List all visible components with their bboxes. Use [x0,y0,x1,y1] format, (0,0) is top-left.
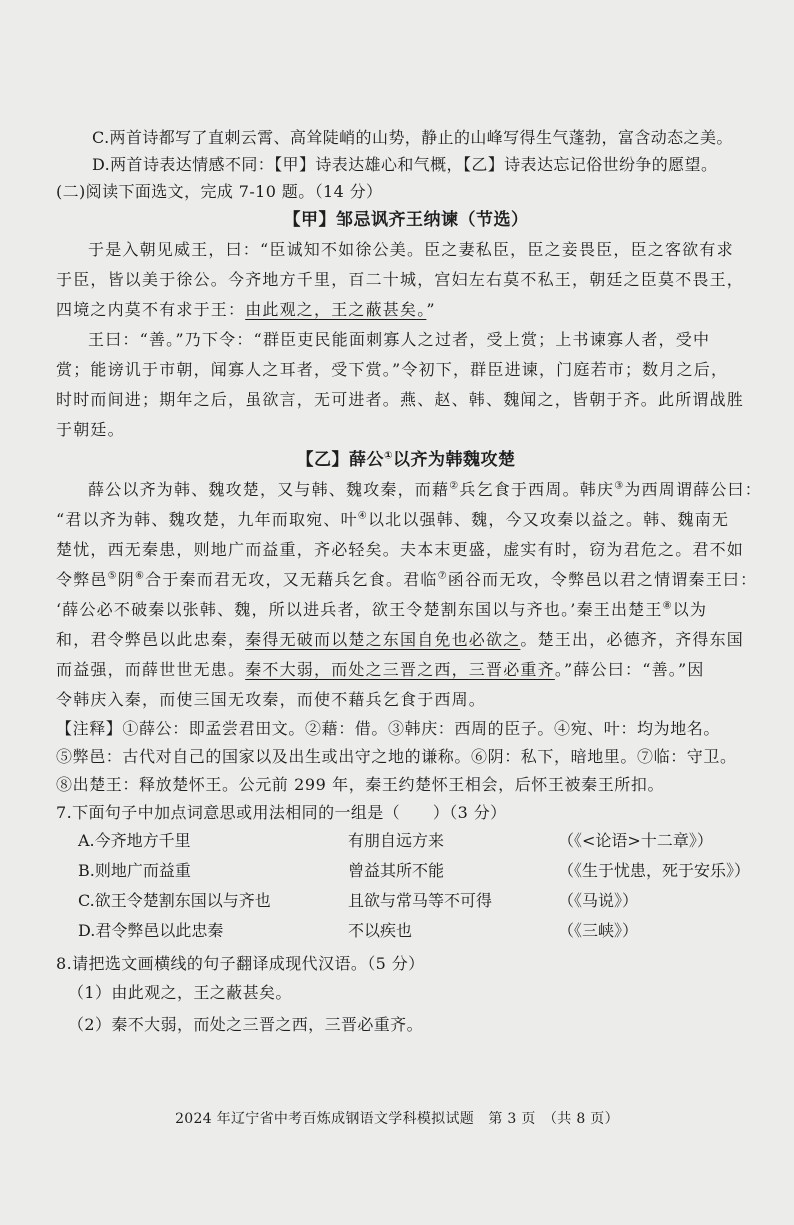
option-compare: 有朋自远方来 [348,831,445,850]
question-8-stem: 8.请把选文画横线的句子翻译成现代汉语。（5 分） [56,954,425,973]
yi-title-text: 【乙】薛公 [296,450,385,470]
jia-line: 于臣，皆以美于徐公。今齐地方千里，百二十城，宫妇左右莫不私王，朝廷之臣莫不畏王， [56,270,745,289]
option-compare: 不以疾也 [348,921,413,940]
yi-text: 令弊邑 [56,570,108,589]
jia-text: 四境之内莫不有求于王： [56,300,246,319]
yi-line [56,505,756,535]
footnote-mark: ⑧ [662,600,673,612]
question-7-option [56,826,756,856]
yi-text: 合于秦而君无攻，又无藉兵乞食。君临 [145,570,438,589]
footnote-mark: ③ [614,480,625,492]
question-8-sentence: （2）秦不大弱，而处之三晋之西，三晋必重齐。 [68,1015,423,1034]
jia-line [56,295,756,325]
yi-text: ‘薛公必不破秦以张韩、魏，所以进兵者，欲王令楚割东国以与齐也。’秦王出楚王 [56,600,663,619]
annotation-line: ⑧出楚王：释放楚怀王。公元前 299 年，秦王约楚怀王相会，后怀王被秦王所扣。 [56,775,665,794]
question-8-sentence: （1）由此观之，王之蔽甚矣。 [68,983,292,1002]
yi-text: 以北以强韩、魏，今又攻秦以益之。韩、魏南无 [367,510,730,529]
page-content [56,124,762,1041]
question-7-option [56,886,756,916]
yi-text: “君以齐为韩、魏攻楚，九年而取宛、叶 [56,510,358,529]
option-d: D.两首诗表达情感不同：【甲】诗表达雄心和气概，【乙】诗表达忘记俗世纷争的愿望。 [92,155,718,174]
footnote-mark: ④ [357,510,368,522]
jia-line: 赏；能谤讥于市朝，闻寡人之耳者，受下赏。”令初下，群臣进谏，门庭若市；数月之后， [56,360,729,379]
yi-text: 为西周谓薛公曰： [624,480,762,499]
underlined-sentence: 秦不大弱，而处之三晋之西，三晋必重齐 [245,660,555,679]
annotation-line: 【注释】①薛公：即孟尝君田文。②藉：借。③韩庆：西周的臣子。④宛、叶：均为地名。 [56,719,721,738]
yi-text: 以为 [672,600,708,619]
yi-text: 薛公以齐为韩、魏攻楚，又与韩、魏攻秦，而藉 [88,480,450,499]
option-source: （《马说》） [558,891,639,910]
option-source: （《生于忧患，死于安乐》） [558,861,751,880]
yi-line: 楚忧，西无秦患，则地广而益重，齐必轻矣。夫本末更盛，虚实有时，窃为君危之。君不如 [56,540,745,559]
footnote-mark: ⑥ [134,570,146,582]
yi-line [56,595,756,625]
underlined-sentence: 由此观之，王之蔽甚矣。 [245,300,427,319]
yi-text: 而益强，而薛世世无患。 [56,660,246,679]
yi-text: 。楚王出，必德齐，齐得东国 [520,630,745,649]
option-c: C.两首诗都写了直刺云霄、高耸陡峭的山势，静止的山峰写得生气蓬勃，富含动态之美。 [92,128,733,147]
yi-line [56,565,756,595]
question-7-option [56,856,756,886]
option-sentence: A.今齐地方千里 [78,831,191,850]
jia-line: 于朝廷。 [56,420,125,439]
yi-text: 。”薛公曰：“善。”因 [554,660,705,679]
section-heading: (二)阅读下面选文，完成 7-10 题。（14 分） [56,182,383,201]
option-source: （《三峡》） [558,921,639,940]
option-sentence: D.君令弊邑以此忠秦 [78,921,224,940]
yi-text: 兵乞食于西周。韩庆 [459,480,615,499]
option-compare: 且欲与常马等不可得 [348,891,493,910]
yi-title-text: 以齐为韩魏攻楚 [392,450,516,470]
jia-line: 时时而间进；期年之后，虽欲言，无可进者。燕、赵、韩、魏闻之，皆朝于齐。此所谓战胜 [56,390,745,409]
option-source: （《<论语>十二章》） [558,831,713,850]
footnote-mark: ⑦ [437,570,448,582]
jia-text: ” [426,300,436,319]
option-compare: 曾益其所不能 [348,861,445,880]
footnote-mark: ① [384,450,393,462]
jia-line: 于是入朝见威王，曰：“臣诚知不如徐公美。臣之妻私臣，臣之妾畏臣，臣之客欲有求 [88,240,734,259]
footnote-mark: ② [449,480,460,492]
jia-line: 王曰：“善。”乃下令：“群臣吏民能面刺寡人之过者，受上赏；上书谏寡人者，受中 [88,330,711,349]
annotation-line: ⑤弊邑：古代对自己的国家以及出生或出守之地的谦称。⑥阴：私下，暗地里。⑦临：守卫。 [56,747,737,766]
yi-line [56,655,756,685]
option-sentence: B.则地广而益重 [78,861,191,880]
option-sentence: C.欲王令楚割东国以与齐也 [78,891,271,910]
yi-line [56,475,762,505]
question-7-stem: 7.下面句子中加点词意思或用法相同的一组是（ ）（3 分） [56,803,507,822]
yi-text: 和，君令弊邑以此忠秦， [56,630,246,649]
yi-line: 令韩庆入秦，而使三国无攻秦，而使不藉兵乞食于西周。 [56,690,487,709]
passage-jia-title: 【甲】邹忌讽齐王纳谏（节选） [283,210,529,230]
yi-text: 函谷而无攻，令弊邑以君之情谓秦王曰： [447,570,758,589]
yi-text: 阴 [117,570,135,589]
question-7-option [56,916,756,946]
page-footer: 2024 年辽宁省中考百炼成钢语文学科模拟试题 第 3 页 （共 8 页） [175,1111,619,1127]
yi-line [56,625,756,655]
footnote-mark: ⑤ [107,570,118,582]
passage-yi-title [56,445,756,475]
underlined-sentence: 秦得无破而以楚之东国自免也必欲之 [245,630,521,649]
